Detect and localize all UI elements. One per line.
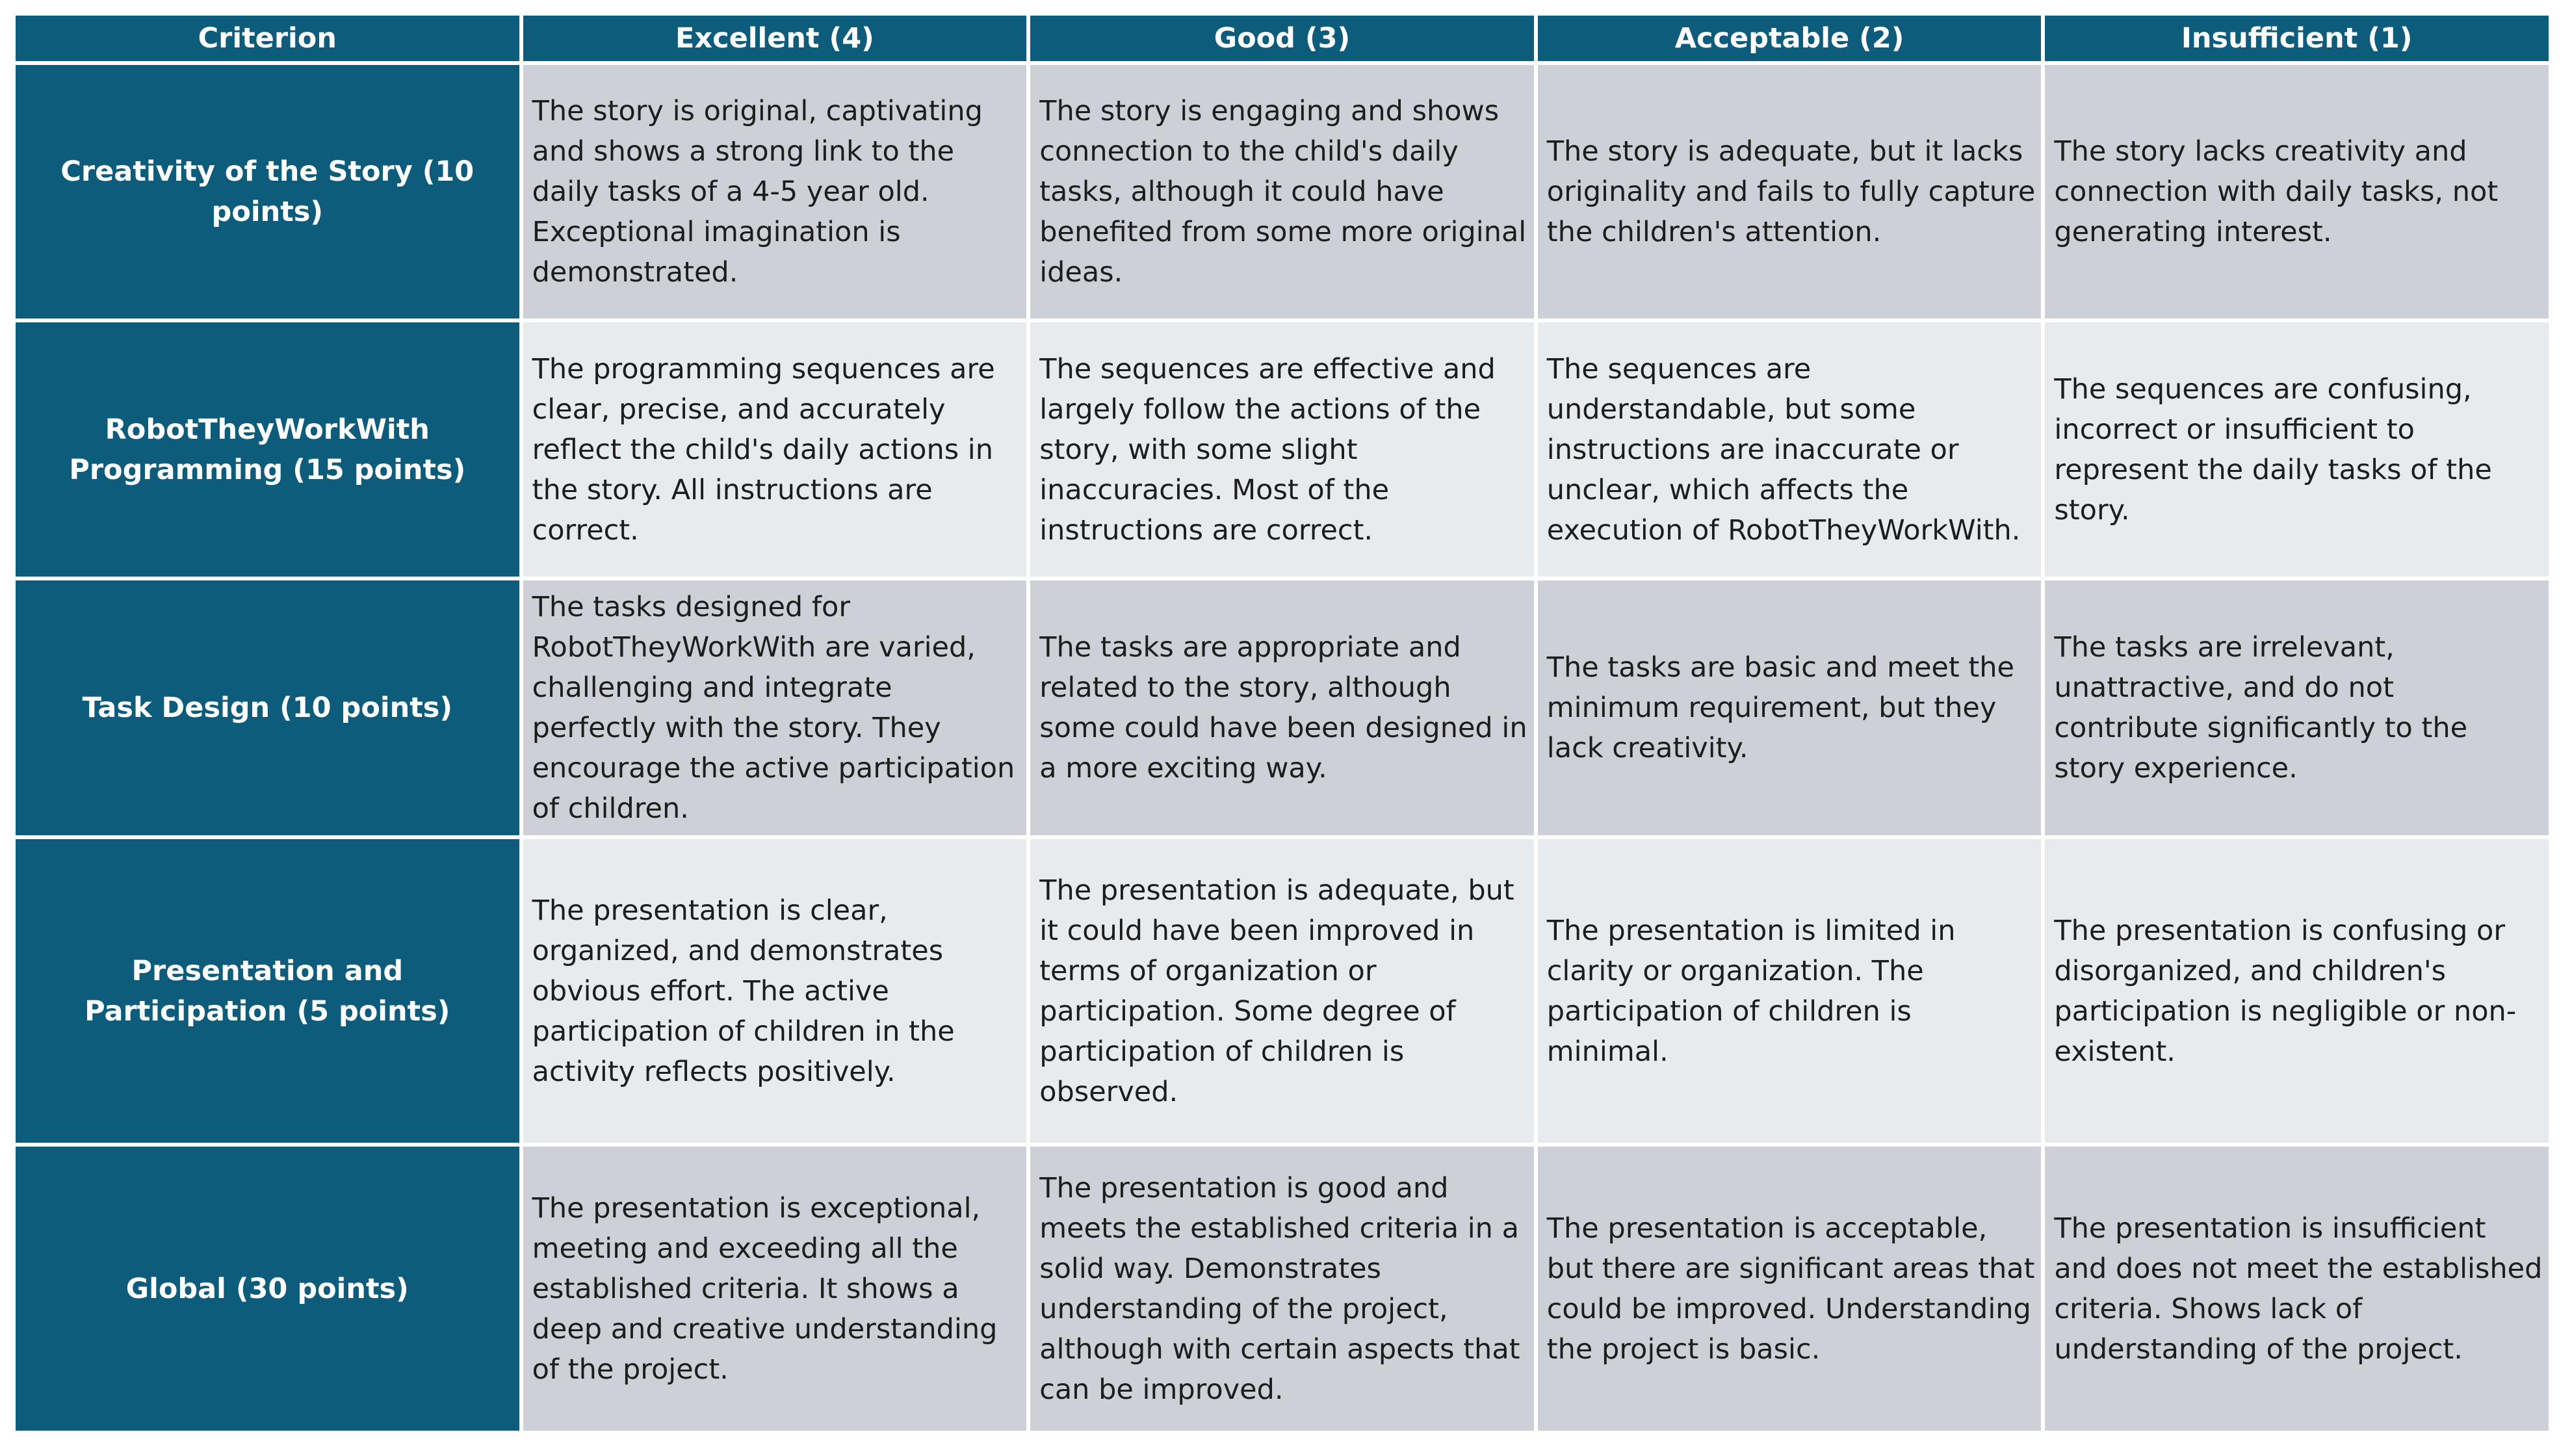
acceptable-cell: The sequences are understandable, but some instructions are inaccurate or unclear, which affects the execution of RobotTheyWorkWith. [1538,322,2042,577]
table-row [16,839,2549,1143]
excellent-cell: The programming sequences are clear, precise, and accurately reflect the child's daily actions in the story. All instructions are correct. [523,322,1027,577]
insufficient-cell: The presentation is confusing or disorganized, and children's participation is negligible or non-existent. [2045,839,2549,1143]
good-cell: The sequences are effective and largely follow the actions of the story, with some slight inaccuracies. Most of the instructions are correct. [1030,322,1534,577]
header-acceptable: Acceptable (2) [1538,16,2042,61]
excellent-cell: The tasks designed for RobotTheyWorkWith are varied, challenging and integrate perfectly with the story. They encourage the active participation of children. [523,580,1027,835]
criterion-cell: Creativity of the Story (10 points) [16,65,519,318]
good-cell: The story is engaging and shows connection to the child's daily tasks, although it could have benefited from some more original ideas. [1030,65,1534,318]
table-row [16,65,2549,318]
header-row [16,16,2549,61]
header-insufficient: Insufficient (1) [2045,16,2549,61]
header-good: Good (3) [1030,16,1534,61]
header-excellent: Excellent (4) [523,16,1027,61]
criterion-cell: Task Design (10 points) [16,580,519,835]
insufficient-cell: The sequences are confusing, incorrect or insufficient to represent the daily tasks of the story. [2045,322,2549,577]
good-cell: The presentation is adequate, but it could have been improved in terms of organization or participation. Some degree of participation of children is observed. [1030,839,1534,1143]
criterion-cell: RobotTheyWorkWith Programming (15 points) [16,322,519,577]
table-row [16,1147,2549,1431]
acceptable-cell: The presentation is limited in clarity or organization. The participation of children is minimal. [1538,839,2042,1143]
table-row [16,322,2549,577]
good-cell: The tasks are appropriate and related to the story, although some could have been designed in a more exciting way. [1030,580,1534,835]
excellent-cell: The presentation is exceptional, meeting and exceeding all the established criteria. It shows a deep and creative understanding of the project. [523,1147,1027,1431]
insufficient-cell: The story lacks creativity and connection with daily tasks, not generating interest. [2045,65,2549,318]
table-row [16,580,2549,835]
header-criterion: Criterion [16,16,519,61]
acceptable-cell: The story is adequate, but it lacks originality and fails to fully capture the children's attention. [1538,65,2042,318]
acceptable-cell: The presentation is acceptable, but there are significant areas that could be improved. Understanding the project is basic. [1538,1147,2042,1431]
good-cell: The presentation is good and meets the established criteria in a solid way. Demonstrates understanding of the project, although with certain aspects that can be improved. [1030,1147,1534,1431]
excellent-cell: The presentation is clear, organized, and demonstrates obvious effort. The active participation of children in the activity reflects positively. [523,839,1027,1143]
criterion-cell: Global (30 points) [16,1147,519,1431]
criterion-cell: Presentation and Participation (5 points) [16,839,519,1143]
acceptable-cell: The tasks are basic and meet the minimum requirement, but they lack creativity. [1538,580,2042,835]
insufficient-cell: The tasks are irrelevant, unattractive, and do not contribute significantly to the story experience. [2045,580,2549,835]
rubric-table [12,12,2553,1435]
excellent-cell: The story is original, captivating and shows a strong link to the daily tasks of a 4-5 year old. Exceptional imagination is demonstrated. [523,65,1027,318]
insufficient-cell: The presentation is insufficient and does not meet the established criteria. Shows lack of understanding of the project. [2045,1147,2549,1431]
